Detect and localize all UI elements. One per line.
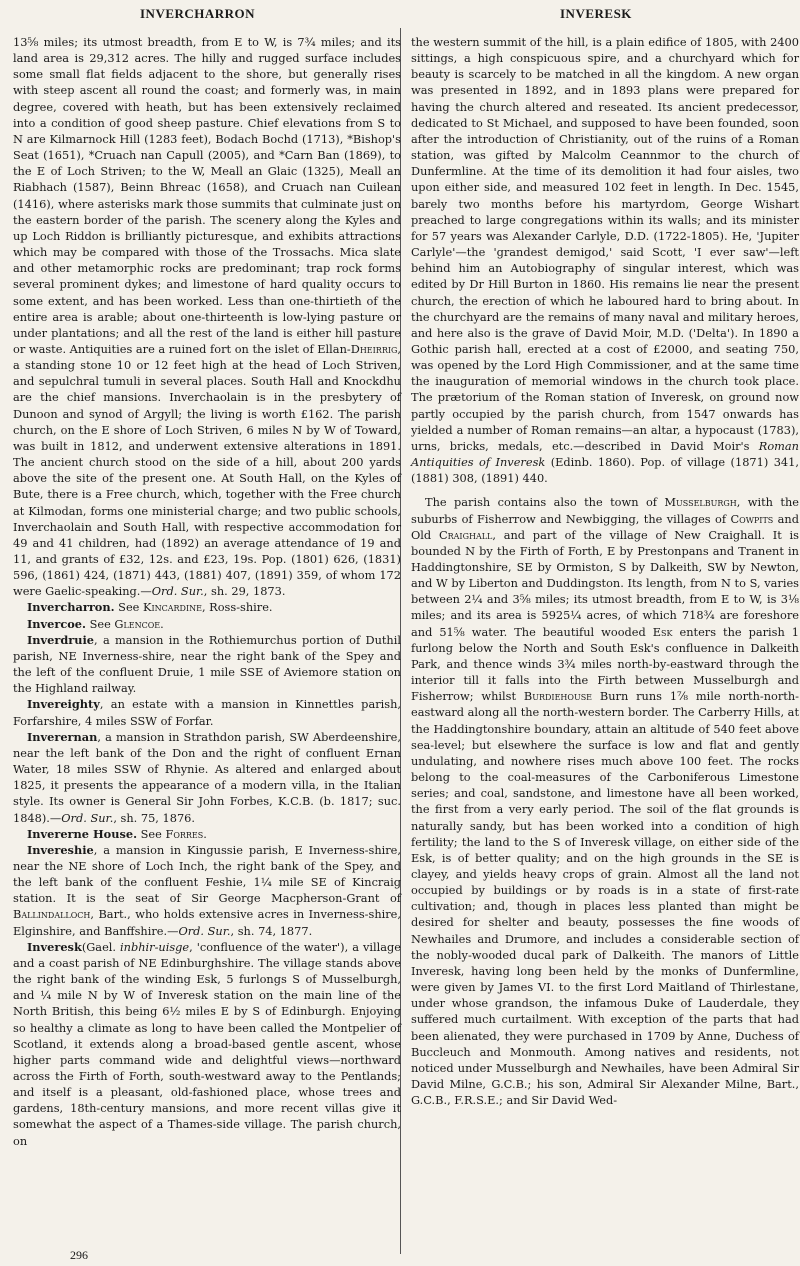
entry-invererne-house: Invererne House. See Forres. (27, 826, 207, 841)
paragraph-inveresk-church: the western summit of the hill, is a plain edifice of 1805, with 2400 sittings, a high conspicuous spire, and a churchyard which for beauty is scarcely to be matched in all the kingdom. A new organ was presented in 1892, and in 1893 plans were prepared for having the church altered and reseated. Its ancient predecessor, dedicated to St Michael, and supposed to have been founded, soon after the introduction of Christianity, out of the ruins of a Roman station, was gifted by Malcolm Ceannmor to the church of Dunfermline. At the time of its demolition it had four aisles, two upon either side, and measured 102 feet in length. In Dec. 1545, barely two months before his martyrdom, George Wishart preached to large congregations within its walls; and its minister for 57 years was Alexander Carlyle, D.D. (1722-1805). He, 'Jupiter Carlyle'—the 'grandest demigod,' said Scott, 'I ever saw'—left behind him an Autobiography of singular interest, which was edited by Dr Hill Burton in 1860. His remains lie near the present church, the erection of which he laboured hard to bring about. In the churchyard are the remains of many naval and military heroes, and here also is the grave of David Moir, M.D. ('Delta'). In 1890 a Gothic parish hall, erected at a cost of £2000, and seating 750, was opened by the Lord High Commissioner, and at the same time the inauguration of memorial windows in the church took place. The prætorium of the Roman station of Inveresk, on ground now partly occupied by the parish church, from 1547 onwards has yielded a number of Roman remains—an altar, a hypocaust (1783), urns, bricks, medals, etc.—described in David Moir's Roman Antiquities of Inveresk (Edinb. 1860). Pop. of village (1871) 341, (1881) 308, (1891) 440. (411, 35, 799, 486)
left-column (13, 34, 401, 1149)
right-column (411, 34, 799, 1108)
entry-inverdruie: Inverdruie, a mansion in the Rothiemurchus portion of Duthil parish, NE Inverness-shire, near the right bank of the Spey and the left of the confluent Druie, 1 mile SSE of Aviemore station on the Highland railway. (13, 632, 401, 696)
running-header-right: INVERESK (560, 6, 632, 21)
entry-inveresk: Inveresk(Gael. inbhir-uisge, 'confluence of the water'), a village and a coast parish of NE Edinburghshire. The village stands above the right bank of the winding Esk, 5 furlongs S of Musselburgh, and ¼ mile N by W of Inveresk station on the main line of the North British, this being 6½ miles E by S of Edinburgh. Enjoying so healthy a climate as long to have been called the Montpelier of Scotland, it extends along a broad-based gentle ascent, whose higher parts command wide and delightful views—northward across the Firth of Forth, south-westward away to the Pentlands; and itself is a pleasant, old-fashioned place, whose trees and gardens, 18th-century mansions, and more recent villas give it somewhat the aspect of a Thames-side village. The parish church, on (13, 939, 401, 1148)
running-header-left: INVERCHARRON (140, 6, 256, 21)
entry-invercoe: Invercoe. See Glencoe. (27, 616, 164, 631)
paragraph-inveresk-parish: The parish contains also the town of Musselburgh, with the suburbs of Fisherrow and Newbigging, the villages of Cowpits and Old Craighall, and part of the village of New Craighall. It is bounded N by the Firth of Forth, E by Prestonpans and Tranent in Haddingtonshire, SE by Ormiston, S by Dalkeith, SW by Newton, and W by Liberton and Duddingston. Its length, from N to S, varies between 2¼ and 3⅝ miles; its utmost breadth, from E to W, is 3⅛ miles; and its area is 5925¼ acres, of which 718¾ are foreshore and 51⅝ water. The beautiful wooded Esk enters the parish 1 furlong below the North and South Esk's confluence in Dalkeith Park, and thence winds 3¾ miles north-by-eastward through the interior till it falls into the Firth between Musselburgh and Fisherrow; whilst Burdiehouse Burn runs 1⅞ mile north-north-eastward along all the north-western border. The Carberry Hills, at the Haddingtonshire boundary, attain an altitude of 540 feet above sea-level; but elsewhere the surface is low and flat and gently undulating, and nowhere rises much above 100 feet. The rocks belong to the coal-measures of the Carboniferous Limestone series; and coal, sandstone, and limestone have all been worked, the first from a very early period. The soil of the flat grounds is naturally sandy, but has been worked into a condition of high fertility; the land to the S of Inveresk village, on either side of the Esk, is of better quality; and on the high grounds in the SE is clayey, and yields heavy crops of grain. Almost all the land not occupied by buildings or by roads is in a state of first-rate cultivation; and, though in places less planted than might be desired for shelter and beauty, possesses the fine woods of Newhailes and Drumore, and includes a considerable section of the nobly-wooded ducal park of Dalkeith. The manors of Little Inveresk, having long been held by the monks of Dunfermline, were given by James VI. to the first Lord Maitland of Thirlestane, under whose grandson, the infamous Duke of Lauderdale, they suffered much curtailment. With exception of the parts that had been alienated, they were purchased in 1709 by Anne, Duchess of Buccleuch and Monmouth. Among natives and residents, not noticed under Musselburgh and Newhailes, have been Admiral Sir David Milne, G.C.B.; his son, Admiral Sir Alexander Milne, Bart., G.C.B., F.R.S.E.; and Sir David Wed- (411, 495, 800, 1108)
entry-invercharron: Invercharron. See Kincardine, Ross-shire. (27, 600, 273, 615)
entry-inverernan: Inverernan, a mansion in Strathdon parish, SW Aberdeenshire, near the left bank of the Don and the right of confluent Ernan Water, 18 miles SSW of Rhynie. As altered and enlarged about 1825, it presents the appearance of a modern villa, in the Italian style. Its owner is General Sir John Forbes, K.C.B. (b. 1817; suc. 1848).—Ord. Sur., sh. 75, 1876. (13, 729, 401, 825)
page-number: 296 (70, 1248, 88, 1262)
paragraph-inverchaolain-continued: 13⅝ miles; its utmost breadth, from E to W, is 7¾ miles; and its land area is 29,312 acres. The hilly and rugged surface includes some small flat fields adjacent to the shore, but generally rises with steep ascent all round the coast; and formerly was, in main degree, covered with heath, but has been extensively reclaimed into a condition of good sheep pasture. Chief elevations from S to N are Kilmarnock Hill (1283 feet), Bodach Bochd (1713), *Bishop's Seat (1651), *Cruach nan Capull (2005), and *Carn Ban (1869), to the E of Loch Striven; to the W, Meall an Glaic (1325), Meall an Riabhach (1587), Beinn Bhreac (1658), and Cruach nan Cuilean (1416), where asterisks mark those summits that culminate just on the eastern border of the parish. The scenery along the Kyles and up Loch Riddon is brilliantly picturesque, and exhibits attractions which may be compared with those of the Trossachs. Mica slate and other metamorphic rocks are predominant; trap rock forms several prominent dykes; and limestone of hard quality occurs to some extent, and has been worked. Less than one-thirtieth of the entire area is arable; about one-thirteenth is low-lying pasture or under plantations; and all the rest of the land is either hill pasture or waste. Antiquities are a ruined fort on the islet of Ellan-Dheirrig, a standing stone 10 or 12 feet high at the head of Loch Striven, and sepulchral tumuli in several places. South Hall and Knockdhu are the chief mansions. Inverchaolain is in the presbytery of Dunoon and synod of Argyll; the living is worth £162. The parish church, on the E shore of Loch Striven, 6 miles N by W of Toward, was built in 1812, and underwent extensive alterations in 1891. The ancient church stood on the side of a hill, about 200 yards above the site of the present one. At South Hall, on the Kyles of Bute, there is a Free church, which, together with the Free church at Kilmodan, forms one ministerial charge; and two public schools, Inverchaolain and South Hall, with respective accommodation for 49 and 41 children, had (1892) an average attendance of 19 and 11, and grants of £32, 12s. and £23, 19s. Pop. (1801) 626, (1831) 596, (1861) 424, (1871) 443, (1881) 407, (1891) 359, of whom 172 were Gaelic-speaking.—Ord. Sur., sh. 29, 1873. (13, 35, 401, 599)
entry-invereighty: Invereighty, an estate with a mansion in Kinnettles parish, Forfarshire, 4 miles SSW of Forfar. (13, 697, 401, 728)
entry-invereshie: Invereshie, a mansion in Kingussie parish, E Inverness-shire, near the NE shore of Loch Inch, the right bank of the Spey, and the left bank of the confluent Feshie, 1¼ mile SE of Kincraig station. It is the seat of Sir George Macpherson-Grant of Ballindalloch, Bart., who holds extensive acres in Inverness-shire, Elginshire, and Banffshire.—Ord. Sur., sh. 74, 1877. (13, 842, 401, 938)
